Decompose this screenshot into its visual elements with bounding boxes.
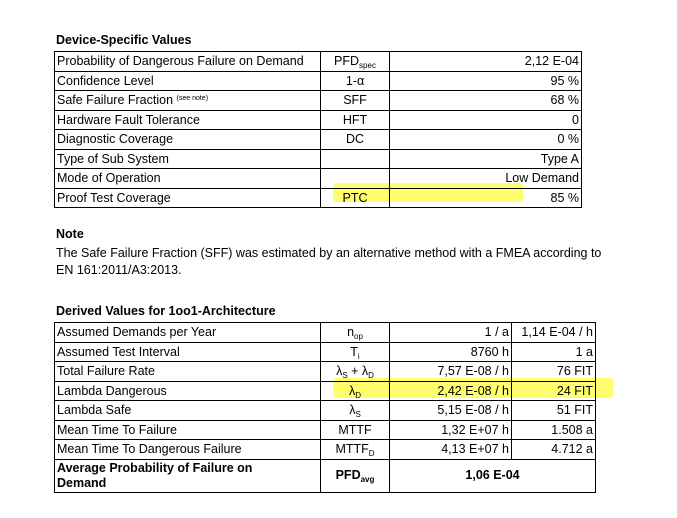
- row-symbol: SFF: [321, 91, 390, 111]
- row-symbol: $PFD_{spec}$: [321, 52, 390, 72]
- row-symbol: $PFD_{avg}$: [321, 459, 390, 492]
- row-symbol: $n_{op}$: [321, 323, 390, 343]
- row-value: 0 %: [390, 130, 582, 150]
- row-symbol: $T_i$: [321, 342, 390, 362]
- row-symbol: $\lambda_S$: [321, 401, 390, 421]
- row-label: Average Probability of Failure on Demand: [55, 459, 321, 492]
- row-label: Mode of Operation: [55, 169, 321, 189]
- table-row: [55, 91, 582, 111]
- row-label: Mean Time To Dangerous Failure: [55, 440, 321, 460]
- row-label: Diagnostic Coverage: [55, 130, 321, 150]
- row-value: 5,15 E-08 / h: [390, 401, 512, 421]
- row-label: Lambda Safe: [55, 401, 321, 421]
- note-text-line2: EN 161:2011/A3:2013.: [56, 263, 182, 277]
- table-row: [55, 71, 582, 91]
- row-value-alt: 1 a: [512, 342, 596, 362]
- row-value: 4,13 E+07 h: [390, 440, 512, 460]
- table-row: [55, 130, 582, 150]
- table-row: [55, 110, 582, 130]
- table-row: [55, 420, 596, 440]
- table-row: [55, 401, 596, 421]
- row-value: 1 / a: [390, 323, 512, 343]
- table-row: [55, 381, 596, 401]
- row-label: Mean Time To Failure: [55, 420, 321, 440]
- row-value-alt: 51 FIT: [512, 401, 596, 421]
- row-value-alt: 1,14 E-04 / h: [512, 323, 596, 343]
- row-symbol: [321, 169, 390, 189]
- row-value: 7,57 E-08 / h: [390, 362, 512, 382]
- row-symbol: $\lambda_S + \lambda_D$: [321, 362, 390, 382]
- row-value: 2,42 E-08 / h: [390, 381, 512, 401]
- note-title: Note: [56, 227, 84, 241]
- table-row: [55, 342, 596, 362]
- note-text-line1: The Safe Failure Fraction (SFF) was estimated by an alternative method with a FMEA according to: [56, 246, 602, 260]
- table-row: [55, 52, 582, 72]
- row-label: Hardware Fault Tolerance: [55, 110, 321, 130]
- row-label: Proof Test Coverage: [55, 188, 321, 208]
- row-label: Assumed Test Interval: [55, 342, 321, 362]
- row-value-alt: 76 FIT: [512, 362, 596, 382]
- row-value-alt: 1.508 a: [512, 420, 596, 440]
- row-label: Lambda Dangerous: [55, 381, 321, 401]
- device-values-table: [54, 51, 582, 208]
- table-row-pfd-avg: [55, 459, 596, 492]
- row-label: Safe Failure Fraction $^{(see note)}$: [55, 91, 321, 111]
- row-value: 2,12 E-04: [390, 52, 582, 72]
- row-value: 8760 h: [390, 342, 512, 362]
- row-symbol: PTC: [321, 188, 390, 208]
- row-value: Low Demand: [390, 169, 582, 189]
- row-label: Confidence Level: [55, 71, 321, 91]
- table-row: [55, 169, 582, 189]
- row-value-alt: 4.712 a: [512, 440, 596, 460]
- row-symbol: MTTF: [321, 420, 390, 440]
- table-row: [55, 323, 596, 343]
- derived-values-table: [54, 322, 596, 493]
- row-label: Assumed Demands per Year: [55, 323, 321, 343]
- row-value: 1,32 E+07 h: [390, 420, 512, 440]
- row-symbol: [321, 149, 390, 169]
- row-value: 68 %: [390, 91, 582, 111]
- row-value: 0: [390, 110, 582, 130]
- row-label: Total Failure Rate: [55, 362, 321, 382]
- row-value: Type A: [390, 149, 582, 169]
- row-symbol: $\lambda_D$: [321, 381, 390, 401]
- table-row: [55, 149, 582, 169]
- row-symbol: $MTTF_D$: [321, 440, 390, 460]
- row-value-alt: 24 FIT: [512, 381, 596, 401]
- row-label: Type of Sub System: [55, 149, 321, 169]
- derived-section-title: Derived Values for 1oo1-Architecture: [56, 304, 276, 318]
- see-note-mark: (see note): [176, 95, 209, 103]
- row-symbol: DC: [321, 130, 390, 150]
- row-label: Probability of Dangerous Failure on Demand: [55, 52, 321, 72]
- row-symbol: HFT: [321, 110, 390, 130]
- row-symbol: 1-α: [321, 71, 390, 91]
- table-row: [55, 188, 582, 208]
- device-section-title: Device-Specific Values: [56, 33, 192, 47]
- row-value: 95 %: [390, 71, 582, 91]
- table-row: [55, 362, 596, 382]
- row-value: 1,06 E-04: [390, 459, 596, 492]
- table-row: [55, 440, 596, 460]
- row-value: 85 %: [390, 188, 582, 208]
